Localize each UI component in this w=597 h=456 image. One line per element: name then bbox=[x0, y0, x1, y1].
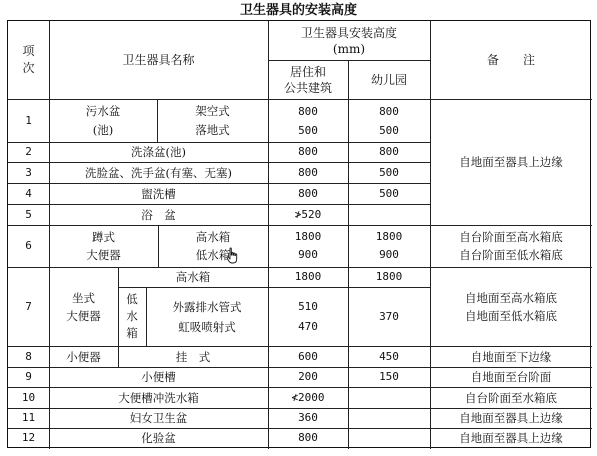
row-8-remark: 自地面至下边缘 bbox=[470, 349, 552, 364]
row-8-no: 8 bbox=[25, 349, 32, 363]
row-11-name: 妇女卫生盆 bbox=[129, 411, 188, 425]
row-5-kg bbox=[348, 204, 430, 225]
row-1-res: 800 500 bbox=[298, 104, 318, 137]
row-9-name: 小便槽 bbox=[141, 370, 176, 384]
row-4-kg: 500 bbox=[379, 186, 399, 200]
row-6-name: 蹲式 大便器 bbox=[86, 230, 121, 262]
row-4-res: 800 bbox=[298, 186, 318, 200]
row-12-remark: 自地面至器具上边缘 bbox=[459, 430, 563, 445]
row-6-no: 6 bbox=[25, 239, 32, 252]
row-11-remark: 自地面至器具上边缘 bbox=[459, 411, 563, 425]
row-7-kg-high: 1800 bbox=[375, 270, 403, 283]
row-7-sub: 外露排水管式 虹吸喷射式 bbox=[172, 299, 242, 334]
row-12-name: 化验盆 bbox=[141, 430, 176, 445]
row-4-name: 盥洗槽 bbox=[141, 186, 176, 201]
row-10-remark: 自台阶面至水箱底 bbox=[465, 390, 557, 405]
row-1-no: 1 bbox=[25, 113, 32, 127]
row-5-res: ≯520 bbox=[294, 207, 322, 221]
row-10-res: ≮2000 bbox=[291, 390, 325, 404]
row-7-res-low: 510 470 bbox=[298, 299, 318, 333]
row-7-remark: 自地面至高水箱底 自地面至低水箱底 bbox=[465, 290, 557, 323]
row-1-name: 污水盆 (池) bbox=[85, 103, 121, 137]
row-11-kg bbox=[348, 408, 430, 428]
row-7-kg-low: 370 bbox=[379, 309, 399, 323]
row-8-res: 600 bbox=[298, 349, 318, 363]
row-12-kg bbox=[348, 428, 430, 447]
hand-pointer-icon bbox=[225, 247, 243, 265]
header-remarks: 备 注 bbox=[486, 53, 535, 67]
row-6-sub: 高水箱 低水箱 bbox=[195, 230, 231, 262]
row-7-tank-high: 高水箱 bbox=[175, 270, 211, 284]
row-9-kg: 150 bbox=[379, 370, 399, 383]
row-7-tank-low: 低 水 箱 bbox=[126, 292, 138, 340]
row-7-name: 坐式 大便器 bbox=[66, 290, 101, 323]
row-3-no: 3 bbox=[25, 165, 32, 179]
header-residential: 居住和 公共建筑 bbox=[283, 64, 332, 95]
page-title: 卫生器具的安装高度 bbox=[239, 3, 357, 18]
row-2-res: 800 bbox=[298, 145, 318, 158]
header-height-group: 卫生器具安装高度 (mm) bbox=[300, 25, 397, 56]
row-8-sub: 挂 式 bbox=[175, 349, 211, 364]
row-6-remark: 自台阶面至高水箱底 自台阶面至低水箱底 bbox=[459, 230, 563, 262]
row-10-kg bbox=[348, 387, 430, 408]
header-kindergarten: 幼儿园 bbox=[370, 72, 407, 87]
row-1-kg: 800 500 bbox=[379, 104, 399, 137]
row-5-name: 浴 盆 bbox=[141, 207, 176, 222]
header-fixture-name: 卫生器具名称 bbox=[122, 53, 195, 67]
row-11-res: 360 bbox=[298, 411, 318, 424]
rows-1-5-remark: 自地面至器具上边缘 bbox=[459, 155, 563, 169]
row-3-name: 洗脸盆、洗手盆(有塞、无塞) bbox=[85, 165, 232, 180]
row-12-res: 800 bbox=[298, 430, 318, 444]
row-5-no: 5 bbox=[25, 207, 32, 221]
row-6-kg: 1800 900 bbox=[375, 230, 403, 261]
row-6-res: 1800 900 bbox=[294, 230, 322, 261]
row-2-name: 洗涤盆(池) bbox=[131, 145, 186, 159]
row-8-name: 小便器 bbox=[66, 349, 101, 364]
row-2-no: 2 bbox=[25, 145, 32, 158]
row-10-name: 大便槽冲洗水箱 bbox=[118, 390, 199, 405]
row-2-kg: 800 bbox=[379, 145, 399, 158]
row-1-sub: 架空式 落地式 bbox=[195, 103, 230, 137]
installation-height-table bbox=[7, 20, 591, 448]
row-9-no: 9 bbox=[25, 370, 32, 383]
header-item-no: 项 次 bbox=[22, 44, 35, 75]
row-11-no: 11 bbox=[21, 411, 36, 424]
row-3-kg: 500 bbox=[379, 165, 399, 179]
row-4-no: 4 bbox=[25, 186, 32, 200]
row-9-res: 200 bbox=[298, 370, 318, 383]
row-10-no: 10 bbox=[21, 390, 36, 404]
row-8-kg: 450 bbox=[379, 349, 399, 363]
row-7-no: 7 bbox=[25, 299, 32, 313]
row-12-no: 12 bbox=[21, 430, 36, 444]
row-9-remark: 自地面至台阶面 bbox=[470, 370, 552, 384]
row-7-res-high: 1800 bbox=[294, 270, 322, 283]
row-3-res: 800 bbox=[298, 165, 318, 179]
